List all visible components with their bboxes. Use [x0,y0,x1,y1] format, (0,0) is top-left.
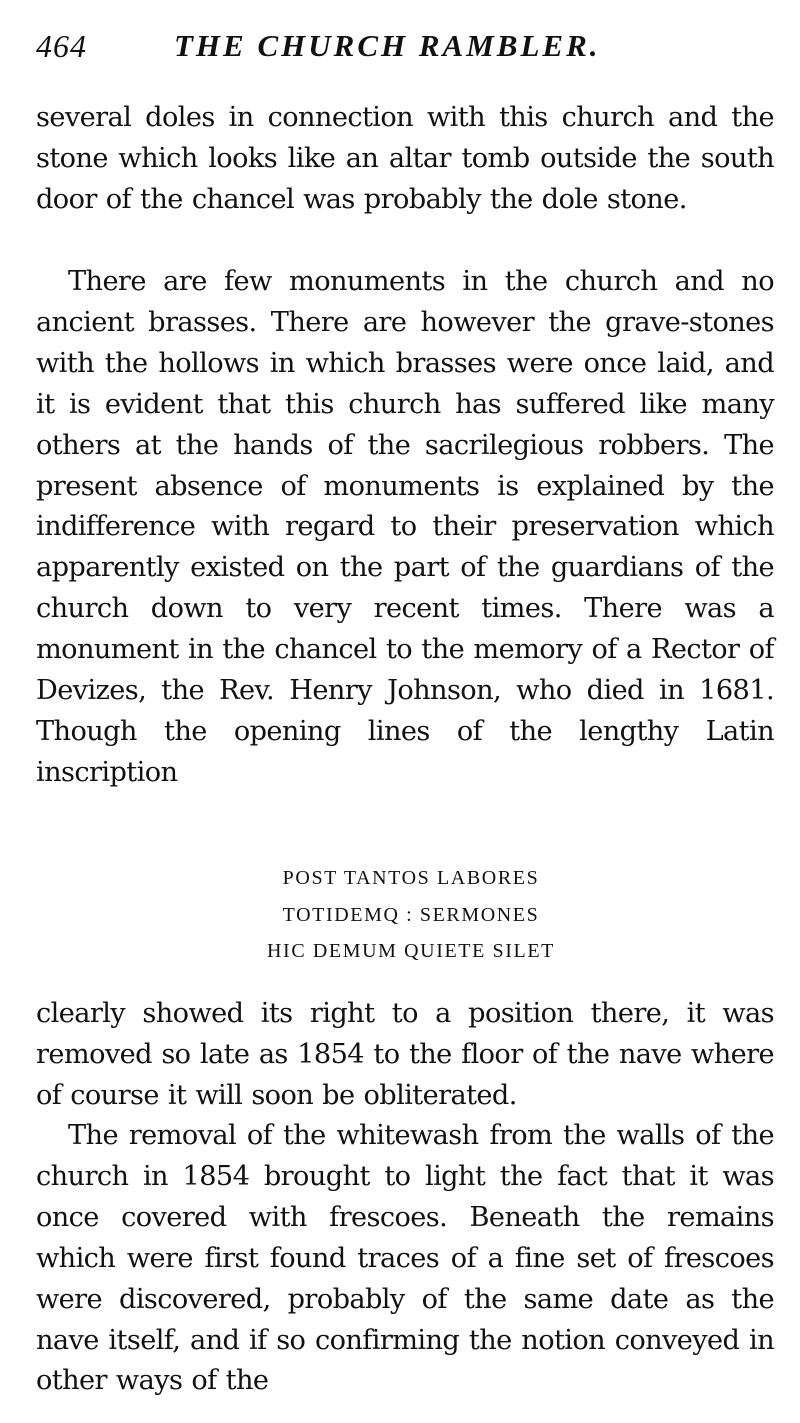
latin-inscription [0,860,800,970]
page-number: 464 [36,28,87,64]
running-title: THE CHURCH RAMBLER. [174,28,601,63]
paragraph-frescoes: The removal of the whitewash from the walls of the church in 1854 brought to light the fact that it was once covered with frescoes. Beneath the remains which were first found traces of a fine set of frescoes were discovered, probably of the same date as the nave itself, and if so confirming the notion conveyed in other ways of the [36,1120,774,1397]
inscription-line: POST TANTOS LABORES [282,867,540,889]
inscription-line: HIC DEMUM QUIETE SILET [267,940,555,962]
page-header [36,28,766,68]
paragraph-removed-monument: clearly showed its right to a position there, it was removed so late as 1854 to the floor of the nave where of course it will soon be obliterated. [36,998,774,1111]
paragraph-dole-stone: several doles in connection with this church and the stone which looks like an altar tomb outside the south door of the chancel was probably the dole stone. [36,102,774,215]
paragraph-monuments: There are few monuments in the church and no ancient brasses. There are however the grave-stones with the hollows in which brasses were once laid, and it is evident that this church has suffered like many others at the hands of the sacrilegious robbers. The present absence of monuments is explained by the indifference with regard to their preservation which apparently existed on the part of the guardians of the church down to very recent times. There was a monument in the chancel to the memory of a Rector of Devizes, the Rev. Henry Johnson, who died in 1681. Though the opening lines of the lengthy Latin inscription [36,266,774,788]
inscription-line: TOTIDEMQ : SERMONES [282,903,540,926]
